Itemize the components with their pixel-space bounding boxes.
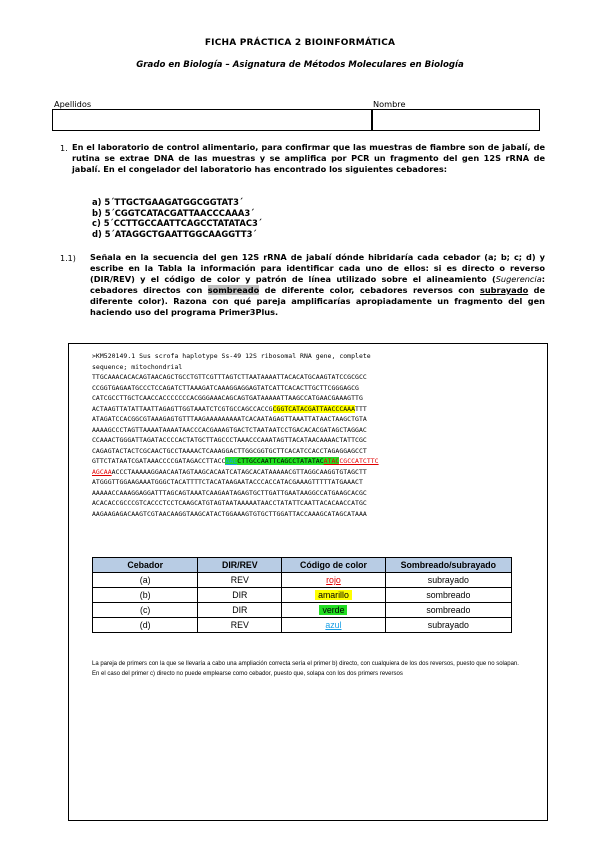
sequence-line: ATAGATCCACGGCGTAAAGAGTGTTTAAGAAAAAAAAATCACAATAGAGTTAAATTATAACTAAGCTGTA	[92, 415, 367, 423]
primer-d: d) 5´ATAGGCTGAATTGGCAAGGTT3´	[92, 228, 257, 239]
answer-text	[92, 659, 522, 679]
table-row: (b) DIR amarillo sombreado	[93, 588, 512, 603]
color-swatch-green: verde	[319, 605, 347, 615]
question-1-1-text: Señala en la secuencia del gen 12S rRNA de jabalí dónde hibridaría cada cebador (a; b; c; d) y escribe en la Tabla la información para identificar cada uno de ellos: si es directo o reverso (DIR/REV) y el código de color y patrón de línea utilizado sobre el alineamiento (Sugerencia: cebadores directos con sombreado de diferente color, cebadores reversos con subrayado de diferente color). Razona con qué pareja amplificarías apropiadamente un fragmento del gen haciendo uso del programa Primer3Plus.	[90, 252, 546, 317]
sequence-line: ATGGGTTGGAAGAAATGGGCTACATTTTCTACATAAGAATACCCACCATACGAAAGTTTTTATGAAACT	[92, 478, 363, 486]
apellidos-label: Apellidos	[54, 99, 92, 109]
answer-paragraph-2: En el caso del primer c) directo no puede emplearse como cebador, puesto que, solapa con los dos primers reversos	[92, 671, 403, 678]
sequence-line: AAAAGCCCTAGTTAAAATAAAATAACCCACGAAAGTGACTCTAATAATCCTGACACACGATAGCTAGGAC	[92, 425, 367, 434]
sequence-line: ACTAAGTTATATTAATTAGAGTTGGTAAATCTCGTGCCAGCCACCGCGGTCATACGATTAACCCAAATTT	[92, 404, 367, 413]
table-row: (d) REV azul subrayado	[93, 618, 512, 633]
primer-a-overlap: ATAC	[323, 457, 340, 465]
nombre-field[interactable]	[372, 109, 540, 131]
sequence-header: >KM520149.1 Sus scrofa haplotype Ss-49 12S ribosomal RNA gene, complete	[92, 352, 371, 360]
sequence-line: ACACACCGCCCGTCACCCTCCTCAAGCATGTAGTAATAAAAATAACCTATATTCAATTACACAACCATGC	[92, 499, 367, 507]
sequence-line: TTGCAAACACACAGTAACAGCTGCCTGTTCGTTTAGTCTTAATAAAATTACACATGCAAGTATCCGCGCC	[92, 373, 367, 381]
primer-c: c) 5´CCTTGCCAATTCAGCCTATATAC3´	[92, 218, 263, 228]
table-row: (a) REV rojo subrayado	[93, 573, 512, 588]
sombreado-word: sombreado	[207, 285, 260, 295]
page-subtitle: Grado en Biología – Asignatura de Métodos Moleculares en Biología	[136, 60, 464, 70]
primer-a-underline-end: AGCAA	[92, 467, 112, 476]
sequence-alignment	[92, 351, 522, 519]
table-header-dirrev: DIR/REV	[198, 558, 282, 573]
sequence-line: AAGAAGAGACAAGTCGTAACAAGGTAAGCATACTGGAAAGTGTGCTTGGATTACCAAAGCATAGCATAAA	[92, 509, 367, 518]
answer-paragraph-1: La pareja de primers con la que se llevaría a cabo una ampliación correcta sería el primer b) directo, con cualquiera de los dos reversos, puesto que no solapan.	[92, 661, 519, 667]
question-1-1-number: 1.1)	[60, 254, 76, 263]
color-swatch-red: rojo	[326, 575, 341, 585]
question-1-number: 1.	[60, 144, 68, 153]
apellidos-field[interactable]	[52, 109, 372, 131]
sequence-line: CAGAGTACTACTCGCAACTGCCTAAAACTCAAAGGACTTGGCGGTGCTTCACATCCACCTAGAGGAGCCT	[92, 446, 367, 455]
primer-b: b) 5´CGGTCATACGATTAACCCAAA3´	[92, 207, 255, 218]
sequence-line: CCAAACTGGGATTAGATACCCCACTATGCTTAGCCCTAAACCCAAATAGTTACATAACAAAACTATTCGC	[92, 436, 367, 444]
table-header-row	[93, 558, 512, 573]
primer-b-highlight: CGGTCATACGATTAACCCAAA	[272, 404, 356, 413]
color-swatch-blue: azul	[325, 620, 342, 630]
table-header-pattern: Sombreado/subrayado	[385, 558, 511, 573]
primer-table	[92, 557, 512, 633]
nombre-label: Nombre	[373, 99, 406, 109]
primer-d-underline: AAC	[225, 457, 238, 465]
sequence-header-2: sequence; mitochondrial	[92, 362, 183, 371]
primer-list	[92, 197, 262, 239]
question-1-text: En el laboratorio de control alimentario, para confirmar que las muestras de fiambre son de jabalí, de rutina se extrae DNA de las muestras y se amplifica por PCR un fragmento del gen 12S rRNA de jabalí. En el congelador del laboratorio has encontrado los siguientes cebadores:	[72, 142, 545, 174]
primer-c-highlight: CTTGCCAATTCAGCCTATATAC	[237, 457, 324, 465]
table-row: (c) DIR verde sombreado	[93, 603, 512, 618]
sequence-line: AAAAACCAAAGGAGGATTTAGCAGTAAATCAAGAATAGAGTGCTTGATTGAATAAGGCCATGAAGCACGC	[92, 488, 367, 497]
table-header-cebador: Cebador	[93, 558, 198, 573]
sequence-line: CCGGTGAGAATGCCCTCCAGATCTTAAAGATCAAAGGAGGAGTATCATTCACACTTGCTTCGGGAGCG	[92, 383, 359, 392]
color-swatch-yellow: amarillo	[315, 590, 352, 600]
hint-label: Sugerencia	[495, 274, 542, 284]
primer-a: a) 5´TTGCTGAAGATGGCGGTAT3´	[92, 197, 244, 207]
sequence-line: AGCAAACCCTAAAAAGGAACAATAGTAAGCACAATCATAGCACATAAAAACGTTAGGCAAGGTGTAGCTT	[92, 467, 367, 476]
sequence-line: GTTCTATAATCGATAAACCCCGATAGACCTTACCAACCTTGCCAATTCAGCCTATATACATACCGCCATCTTC	[92, 457, 379, 465]
subrayado-word: subrayado	[479, 285, 529, 295]
sequence-line: CATCGCCTTGCTCAACCACCCCCCCACGGGAAACAGCAGTGATAAAAATTAAGCCATGAACGAAAGTTG	[92, 394, 363, 402]
primer-a-underline: CGCCATCTTC	[339, 457, 379, 465]
page-title: FICHA PRÁCTICA 2 BIOINFORMÁTICA	[204, 38, 396, 48]
table-header-color: Código de color	[282, 558, 385, 573]
